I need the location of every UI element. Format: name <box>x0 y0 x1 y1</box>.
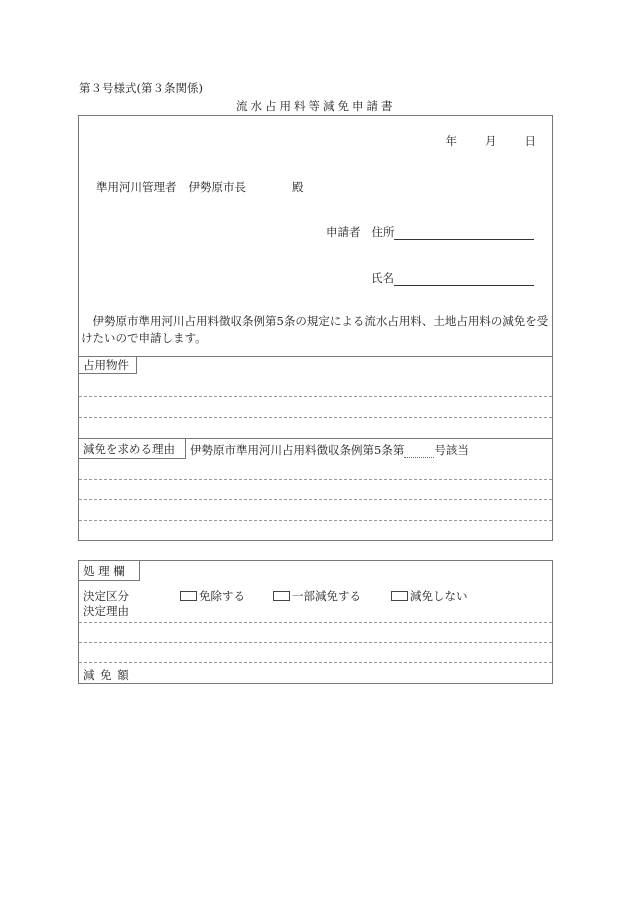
date-field[interactable] <box>446 133 537 149</box>
page-title: 流水占用料等減免申請書 <box>236 99 396 113</box>
applicant-name-row <box>371 270 534 286</box>
day-label: 日 <box>524 134 536 148</box>
processing-label: 処 理 欄 <box>79 561 140 581</box>
reason-line-1[interactable] <box>79 479 552 480</box>
checkbox-exempt[interactable] <box>180 591 197 601</box>
application-statement: 伊勢原市準用河川占用料徴収条例第5条の規定による流水占用料、土地占用料の減免を受けたいので申請します。 <box>81 314 549 345</box>
option-partial[interactable] <box>273 588 361 604</box>
applicant-label: 申請者 <box>326 225 361 239</box>
decision-reason-line-3[interactable] <box>79 662 552 663</box>
reason-label: 減免を求める理由 <box>79 439 186 459</box>
year-label: 年 <box>445 134 457 148</box>
decision-reason-line-2[interactable] <box>79 642 552 643</box>
checkbox-none[interactable] <box>391 591 408 601</box>
reason-line-2[interactable] <box>79 499 552 500</box>
checkbox-partial[interactable] <box>273 591 290 601</box>
occupied-property-line-1[interactable] <box>79 396 552 397</box>
reduction-amount-label: 減 免 額 <box>83 668 130 682</box>
option-exempt[interactable] <box>180 588 245 604</box>
form-number: 第３号様式(第３条関係) <box>79 81 203 95</box>
processing-section <box>78 560 553 684</box>
option-none[interactable] <box>391 588 468 604</box>
addressee <box>96 179 304 195</box>
option-exempt-label: 免除する <box>199 589 245 603</box>
address-field[interactable] <box>394 226 534 240</box>
name-field[interactable] <box>394 272 534 286</box>
occupied-property-label: 占用物件 <box>79 357 137 374</box>
addressee-honorific: 殿 <box>292 180 304 194</box>
reason-text <box>190 442 469 458</box>
applicant-address-row <box>326 224 534 240</box>
option-partial-label: 一部減免する <box>292 589 361 603</box>
name-label: 氏名 <box>371 271 394 285</box>
application-section <box>78 115 553 541</box>
article-number-blank[interactable] <box>404 446 434 458</box>
option-none-label: 減免しない <box>410 589 468 603</box>
divider <box>79 356 552 357</box>
month-label: 月 <box>485 134 497 148</box>
reason-prefix: 伊勢原市準用河川占用料徴収条例第5条第 <box>190 443 405 457</box>
decision-category-label: 決定区分 <box>83 589 129 603</box>
address-label: 住所 <box>371 225 395 239</box>
reason-line-3[interactable] <box>79 520 552 521</box>
decision-reason-line-1[interactable] <box>79 622 552 623</box>
addressee-role: 準用河川管理者 <box>96 180 177 194</box>
decision-reason-label: 決定理由 <box>83 604 129 618</box>
reason-suffix: 号該当 <box>434 443 469 457</box>
addressee-name: 伊勢原市長 <box>188 180 246 194</box>
occupied-property-line-2[interactable] <box>79 417 552 418</box>
